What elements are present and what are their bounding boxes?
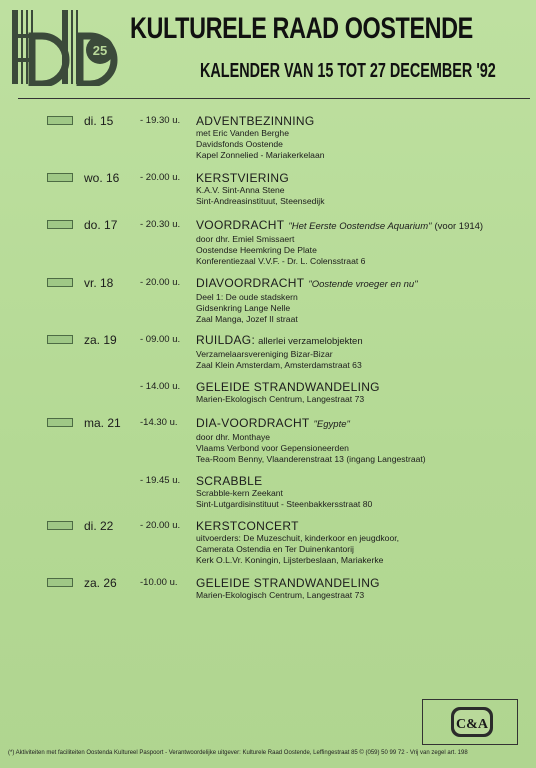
event-time: -10.00 u. xyxy=(140,577,178,588)
event-subtitle: allerlei verzamelobjekten xyxy=(258,336,363,347)
kulturele-raad-logo xyxy=(10,10,126,86)
event-subtitle: "Het Eerste Oostendse Aquarium" xyxy=(288,221,432,232)
event-detail: Gidsenkring Lange Nelle xyxy=(196,303,291,313)
event-title: DIAVOORDRACHT xyxy=(196,276,305,290)
event-detail: Kerk O.L.Vr. Koningin, Lijsterbeslaan, Mariakerke xyxy=(196,555,384,565)
event-detail: door dhr. Emiel Smissaert xyxy=(196,234,295,244)
event-detail: Verzamelaarsvereniging Bizar-Bizar xyxy=(196,349,333,359)
event-day: ma. 21 xyxy=(84,416,121,430)
event-detail: Sint-Andreasinstituut, Steensedijk xyxy=(196,196,325,206)
event-detail: Oostendse Heemkring De Plate xyxy=(196,245,317,255)
event-subtitle: "Oostende vroeger en nu" xyxy=(308,279,418,290)
event-day: za. 26 xyxy=(84,576,117,590)
event-title: SCRABBLE xyxy=(196,474,263,488)
event-detail: Scrabble-kern Zeekant xyxy=(196,488,283,498)
event-marker xyxy=(47,116,73,125)
event-day: vr. 18 xyxy=(84,276,114,290)
event-detail: Zaal Klein Amsterdam, Amsterdamstraat 63 xyxy=(196,360,362,370)
event-detail: Marien-Ekologisch Centrum, Langestraat 73 xyxy=(196,394,365,404)
event-marker xyxy=(47,418,73,427)
page-title: KULTURELE RAAD OOSTENDE xyxy=(130,12,473,45)
event-detail: Deel 1: De oude stadskern xyxy=(196,292,298,302)
event-marker xyxy=(47,521,73,530)
event-time: - 09.00 u. xyxy=(140,334,181,345)
event-detail: Tea-Room Benny, Vlaanderenstraat 13 (ingang Langestraat) xyxy=(196,454,426,464)
page-subtitle: KALENDER VAN 15 TOT 27 DECEMBER '92 xyxy=(200,60,496,82)
event-time: - 20.00 u. xyxy=(140,277,181,288)
event-marker xyxy=(47,335,73,344)
event-title: KERSTCONCERT xyxy=(196,519,299,533)
event-time: - 19.45 u. xyxy=(140,475,181,486)
event-day: wo. 16 xyxy=(84,171,120,185)
event-marker xyxy=(47,578,73,587)
event-marker xyxy=(47,278,73,287)
event-time: - 20.30 u. xyxy=(140,219,181,230)
event-marker xyxy=(47,220,73,229)
event-title: RUILDAG: xyxy=(196,333,256,347)
event-day: di. 22 xyxy=(84,519,114,533)
event-title: ADVENTBEZINNING xyxy=(196,114,315,128)
event-time: -14.30 u. xyxy=(140,417,178,428)
event-time: - 14.00 u. xyxy=(140,381,181,392)
event-time: - 20.00 u. xyxy=(140,172,181,183)
event-marker xyxy=(47,173,73,182)
event-detail: Camerata Ostendia en Ter Duinenkantorij xyxy=(196,544,354,554)
event-detail: Kapel Zonnelied - Mariakerkelaan xyxy=(196,150,325,160)
ca-logo xyxy=(449,705,495,739)
event-detail: door dhr. Monthaye xyxy=(196,432,271,442)
event-title: DIA-VOORDRACHT xyxy=(196,416,310,430)
event-detail: met Eric Vanden Berghe xyxy=(196,128,289,138)
event-detail: uitvoerders: De Muzeschuit, kinderkoor en jeugdkoor, xyxy=(196,533,400,543)
event-note: (voor 1914) xyxy=(434,221,484,232)
event-time: - 20.00 u. xyxy=(140,520,181,531)
event-title: VOORDRACHT xyxy=(196,218,285,232)
event-title: GELEIDE STRANDWANDELING xyxy=(196,576,380,590)
event-detail: Sint-Lutgardisinstituut - Steenbakkersstraat 80 xyxy=(196,499,373,509)
event-subtitle: "Egypte" xyxy=(313,419,350,430)
event-time: - 19.30 u. xyxy=(140,115,181,126)
header-divider xyxy=(18,98,530,99)
event-title: GELEIDE STRANDWANDELING xyxy=(196,380,380,394)
event-detail: Konferentiezaal V.V.F. - Dr. L. Colensstraat 6 xyxy=(196,256,366,266)
event-detail: Davidsfonds Oostende xyxy=(196,139,283,149)
event-day: di. 15 xyxy=(84,114,114,128)
footer-note: (*) Aktiviteiten met faciliteiten Oostenda Kultureel Paspoort - Verantwoordelijke uitgever: Kulturele Raad Oostende, Leffingestraat 85 © (059) 50 99 72 - Vrij van zegel art. 198 xyxy=(8,750,468,756)
event-detail: K.A.V. Sint-Anna Stene xyxy=(196,185,285,195)
event-detail: Marien-Ekologisch Centrum, Langestraat 73 xyxy=(196,590,365,600)
event-title: KERSTVIERING xyxy=(196,171,289,185)
event-day: do. 17 xyxy=(84,218,118,232)
ca-logo-text: C&A xyxy=(456,717,488,732)
event-detail: Zaal Manga, Jozef II straat xyxy=(196,314,298,324)
event-day: za. 19 xyxy=(84,333,117,347)
logo-number: 25 xyxy=(92,43,108,58)
event-detail: Vlaams Verbond voor Gepensioneerden xyxy=(196,443,349,453)
